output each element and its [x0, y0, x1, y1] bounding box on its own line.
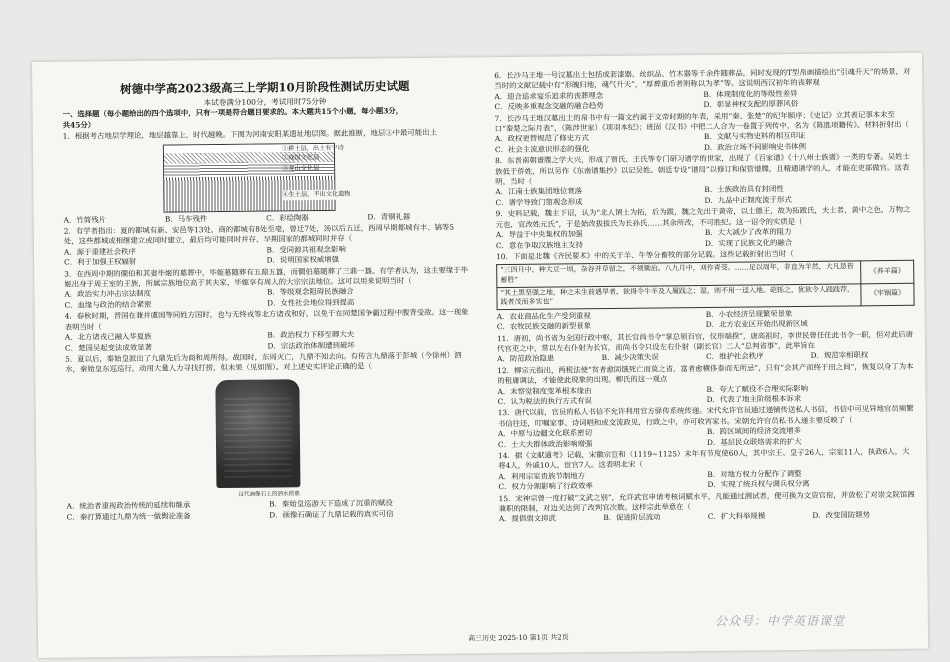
option: B．马车残件 — [164, 213, 208, 224]
option: B．等级观念阻碍民族融合 — [266, 287, 354, 298]
option: C．彩绘陶器 — [266, 212, 309, 223]
option: A．导益于中央集权的加强 — [495, 229, 583, 240]
question-15: 15．宋神宗曾一度打破“文武之别”，允许武官申请考核词赋水平，凡能通过测试者，便可换为文资官衔，并放松了对崇文院馆阁兼职的限制，对边关达到了改判官次数。这样宗此举意在（ — [498, 489, 915, 514]
option: C．利于加强王权辐射 — [64, 257, 137, 267]
question-1: 1．根据考古地层学理论，地层越靠上，时代越晚。下图为河南安阳某遗址地层图。据此推断，地层③中最可能出土 — [62, 127, 438, 141]
right-column — [494, 67, 917, 525]
page-footer: 高三历史 2025-10 第1页 共2页 — [468, 633, 569, 643]
option: D．宗法政治体制遭到破坏 — [267, 340, 355, 351]
option: C．反映多重观念交融的融合趋势 — [494, 101, 604, 112]
option: D．说明国家权威增强 — [266, 255, 340, 265]
option: A．竹简残片 — [63, 214, 106, 225]
source-table — [496, 260, 914, 310]
option: B．士族政治具有封闭性 — [704, 184, 784, 195]
option: C．意在争取汉族地主支持 — [495, 239, 583, 250]
option: B．促进阶层流动 — [603, 512, 661, 523]
option: A．江南士族集团地位衰落 — [495, 186, 583, 197]
stele-rubbing-image — [215, 379, 300, 488]
option: C．权力分割影响了行政效率 — [498, 481, 593, 492]
option: C．秦打算通过九鼎为统一做舆论准备 — [66, 510, 191, 522]
table-cell-text: “三四月中，种大豆一顷，杂谷并草留之，不须锄治。八九月中，刈作青茭。……足以周年，非直为羊然，大凡恳皆蓄胜” — [497, 261, 861, 287]
question-3: 3．在西周中期的僩伯和其妻毕姬的墓葬中，毕姬墓随葬有五鼎五簋，而僩伯墓随葬了三鼎一簋。有学者认为，这主要缘于毕姬出身于周王室的王族，所属宗族地位高于其夫家，毕姬享有周人的大宗宗法地位。这可以用来说明当时（ — [64, 265, 469, 289]
question-12: 12．柳宗元指出，两税法使“贫者愈固饿死亡而莫之省，富者愈横侈泰而无所忌”，只有“会其产而终于田之间”，恢复以身丁为本的租庸调法，才能使此现象的出现。柳氏的这一观点 — [497, 361, 914, 386]
option: A．防范政治隐患 — [497, 353, 555, 364]
question-8: 8．东晋南朝谱牒之学大兴，形成了贾氏、王氏等专门研习谱学的世家，出现了《百家谱》《十八州士族谱》一类的专著。吴姓士族低于侨姓，所以另作《东南谱集抄》以记吴姓。朝廷专设“谱局”以修订和保管谱牒，且精通谱学的人，才能在吏部做官。这表明，当时（ — [495, 152, 910, 187]
question-6: 6．长沙马王堆一号汉墓出土包括成套漆器、丝织品、竹木器等千余件随葬品，同时发现的T型帛画描绘出“引魂升天”的场景，对当时的文献记载中有“形魄归地，魂气升天”，“厚葬重币者则称以为孝”等。这说明西汉初年的丧葬观 — [494, 66, 911, 91]
option: C．农牧民族交融的新型景象 — [496, 321, 592, 332]
option: D．九品中正制度流于形式 — [704, 194, 792, 205]
option: C．楚国吴起变法成效显著 — [64, 342, 152, 353]
question-5: 5．夏以后，秦始皇派出了九鼎先后为商和周所得。战国时，东周灭亡，九鼎不知去向。有传言九鼎落于彭城（今徐州）泗水，秦始皇东巡巡行，动用大量人力寻找打捞，但未果（见如图）。对上述史实评论正确的是（ — [65, 350, 462, 374]
table-row — [497, 283, 914, 310]
figure-caption: 汉代画像石上的泗水捞鼎 — [238, 490, 300, 498]
option: A．农业商品化生产受到重视 — [496, 310, 591, 321]
option: D．政治立场不同影响史书体例 — [703, 141, 806, 152]
option: A．提倡弱文抑武 — [498, 513, 556, 524]
option: C．认为税法的执行方式有误 — [497, 396, 592, 407]
option: A．迎合追求宴乐追求的丧葬理念 — [494, 90, 604, 101]
question-11: 11．唐初，尚书省为全国行政中枢，其长官尚书令“掌总领百官，仪形端揆”，唐高祖时，李世民曾任任此书令一职，但对此后唐代官吏之中，常以左右仆射为长官，而尚书令只设左右仆射（副长官）二人“总判省事”，此举旨在 — [496, 329, 914, 354]
option: D．实现了民族文化的融合 — [704, 237, 793, 248]
section-heading: 一、选择题（每小题给出的四个选项中，只有一项是符合题目要求的。本大题共15个小题，每小题3分， — [62, 106, 404, 120]
option: D．彰显神权支配的厚葬风俗 — [703, 99, 799, 110]
option: C．血缘与政治的结合紧密 — [64, 299, 152, 310]
stratigraphy-figure — [163, 142, 351, 212]
option: B．减少决策失误 — [601, 352, 659, 363]
option: B．文献与实物史料的相互印证 — [703, 131, 806, 142]
option: B．跨区域间的经济交流增多 — [706, 426, 802, 437]
option: C．维护社会秩序 — [706, 351, 764, 362]
option: A．未察觉制度变革根本缘由 — [497, 385, 592, 396]
option: A．中原与边疆文化联系密切 — [497, 428, 592, 439]
option: D．女性社会地位得到提高 — [266, 297, 355, 308]
option: B．夸大了赋役不合理实际影响 — [706, 383, 809, 394]
option: A．统治者重视政治传统的延续和继承 — [66, 500, 191, 511]
option: B．大大减少了改革的阻力 — [704, 227, 792, 238]
question-7: 7．长沙马王堆汉墓出土的帛书中有一篇文约属于文帝时期的年表，采用“秦、张楚”的纪年顺序；《史记》立其表记事本末至口“秦楚之际月表”，（陈涉世家）《项羽本纪》；班固《汉书》中把二人合为一卷置于列传中，名为《陈胜项籍传》。材料折射出（ — [494, 109, 909, 134]
table-cell-text: “其土黑坚强之地，种之未生前遇旱者，欲得令牛羊及人履践之；湿，则不用一迳入地。硙轹之，犹欲令人践践荐，践者茂而多实也” — [497, 283, 861, 309]
option: D．画像石确证了九鼎记载的真实可信 — [269, 508, 394, 520]
layer-label: ②战国文化层 — [281, 153, 320, 162]
watermark-text: 公众号：中学英语课堂 — [715, 614, 846, 628]
question-13: 13．唐代以前，官员的私人书信不允许利用官方驿传系统传递。宋代允许官员通过递铺传送私人书信，书信中可见异地官员频繁书信往还，叮嘱家事、诗词唱和或交流政见，行政之中，亦可收宵家书。宋朝允许官员私书入递主要反映了（ — [497, 404, 914, 428]
exam-sheet — [32, 53, 928, 658]
question-9: 9．史料记载，魏主下诏，认为“北人谓土为拓，后为跋，魏之先出于黄帝，以土德王，故为拓跋氏，夫土者，黄中之色，万物之元也，宜改姓元氏”，于是始改拔拔氏为长孙氏……其余所改，不可胜纪。这一诏令的实质是（ — [495, 205, 911, 229]
question-2: 2．有学者指出：夏的都城有新、安邑等13处，商的都城有8处至亳，曾迁7处，汤以后五迁，西周早期都城有丰、镐等5处，这些都城或相继建立或同时建立，最后均可能同时并存，早期国家的都城同时并存（ — [63, 222, 455, 247]
option: B．体现制度化的等级性差异 — [703, 88, 798, 99]
layer-label: ①耕土层，出土有宁诗 — [281, 144, 344, 153]
layer-label: ④生土层，不出文化遗物 — [282, 189, 350, 200]
option: D．青铜礼器 — [367, 211, 411, 222]
option: B．对地方权力分配作了调整 — [707, 468, 802, 479]
option: A．源于重建社会秩序 — [63, 246, 136, 257]
table-cell-source: 《养羊篇》 — [861, 261, 914, 284]
option: A．政权更替规范了修史方式 — [494, 133, 589, 144]
option: B．政治权力下移至卿大夫 — [267, 329, 355, 340]
layer-label: ③龙山文化层 — [282, 164, 320, 173]
option: D．规范宰相职权 — [810, 350, 869, 361]
option: D．代表了地主阶级根本诉求 — [706, 393, 802, 404]
option: D．基层民众联络需求的扩大 — [706, 436, 802, 447]
option: C．社会主流意识形态的强化 — [494, 144, 590, 155]
option: A．政治实力冲击宗法制度 — [64, 289, 152, 300]
option: C．士大夫群体政治影响增强 — [497, 438, 593, 449]
exam-subtitle: 本试卷满分100分，考试用时75分钟 — [203, 96, 327, 108]
question-14: 14．据《文献通考》记载，宋徽宗宣和（1119~1125）末年有节度使60人，其中宗王、皇子26人，宗室11人，执政6人，大将4人，外戚10人，宦官7人。这表明北宋（ — [498, 446, 910, 471]
option: D．北方农业区开始出现新区域 — [705, 318, 808, 330]
exam-title: 树德中学高2023级高三上学期10月阶段性测试历史试题 — [119, 79, 410, 97]
option: C．扩大科举规模 — [707, 511, 766, 522]
option: D．实现了统兵权与调兵权分离 — [707, 479, 810, 490]
option: C．谱学导致门第观念形成 — [495, 197, 583, 208]
option: D．改变国防颓势 — [812, 510, 871, 521]
option: A．北方诸戎已融入华夏族 — [64, 331, 152, 342]
option: A．利用宗室贵族节制地方 — [498, 471, 586, 481]
question-4: 4．春秋时期，晋国在兼并虞国等同姓方国时，也与无终戎等北方诸戎和好，以免于在同楚国争霸过程中腹背受敌。这一现象表明当时（ — [64, 307, 469, 332]
left-column — [62, 71, 472, 522]
table-cell-source: 《牢锢篇》 — [861, 283, 914, 306]
option: B．小农经济呈现繁荣景象 — [705, 308, 793, 319]
option: B．秦始皇巡游天下造成了沉重的赋役 — [269, 498, 393, 509]
question-10: 10．下面是北魏《齐民要术》中的关于羊、牛等分畜牧的部分记载。这些记载折射出当时（ — [496, 248, 794, 262]
section-heading-cont: 共45分） — [62, 120, 96, 130]
option: B．受同源共祖观念影响 — [266, 244, 346, 255]
